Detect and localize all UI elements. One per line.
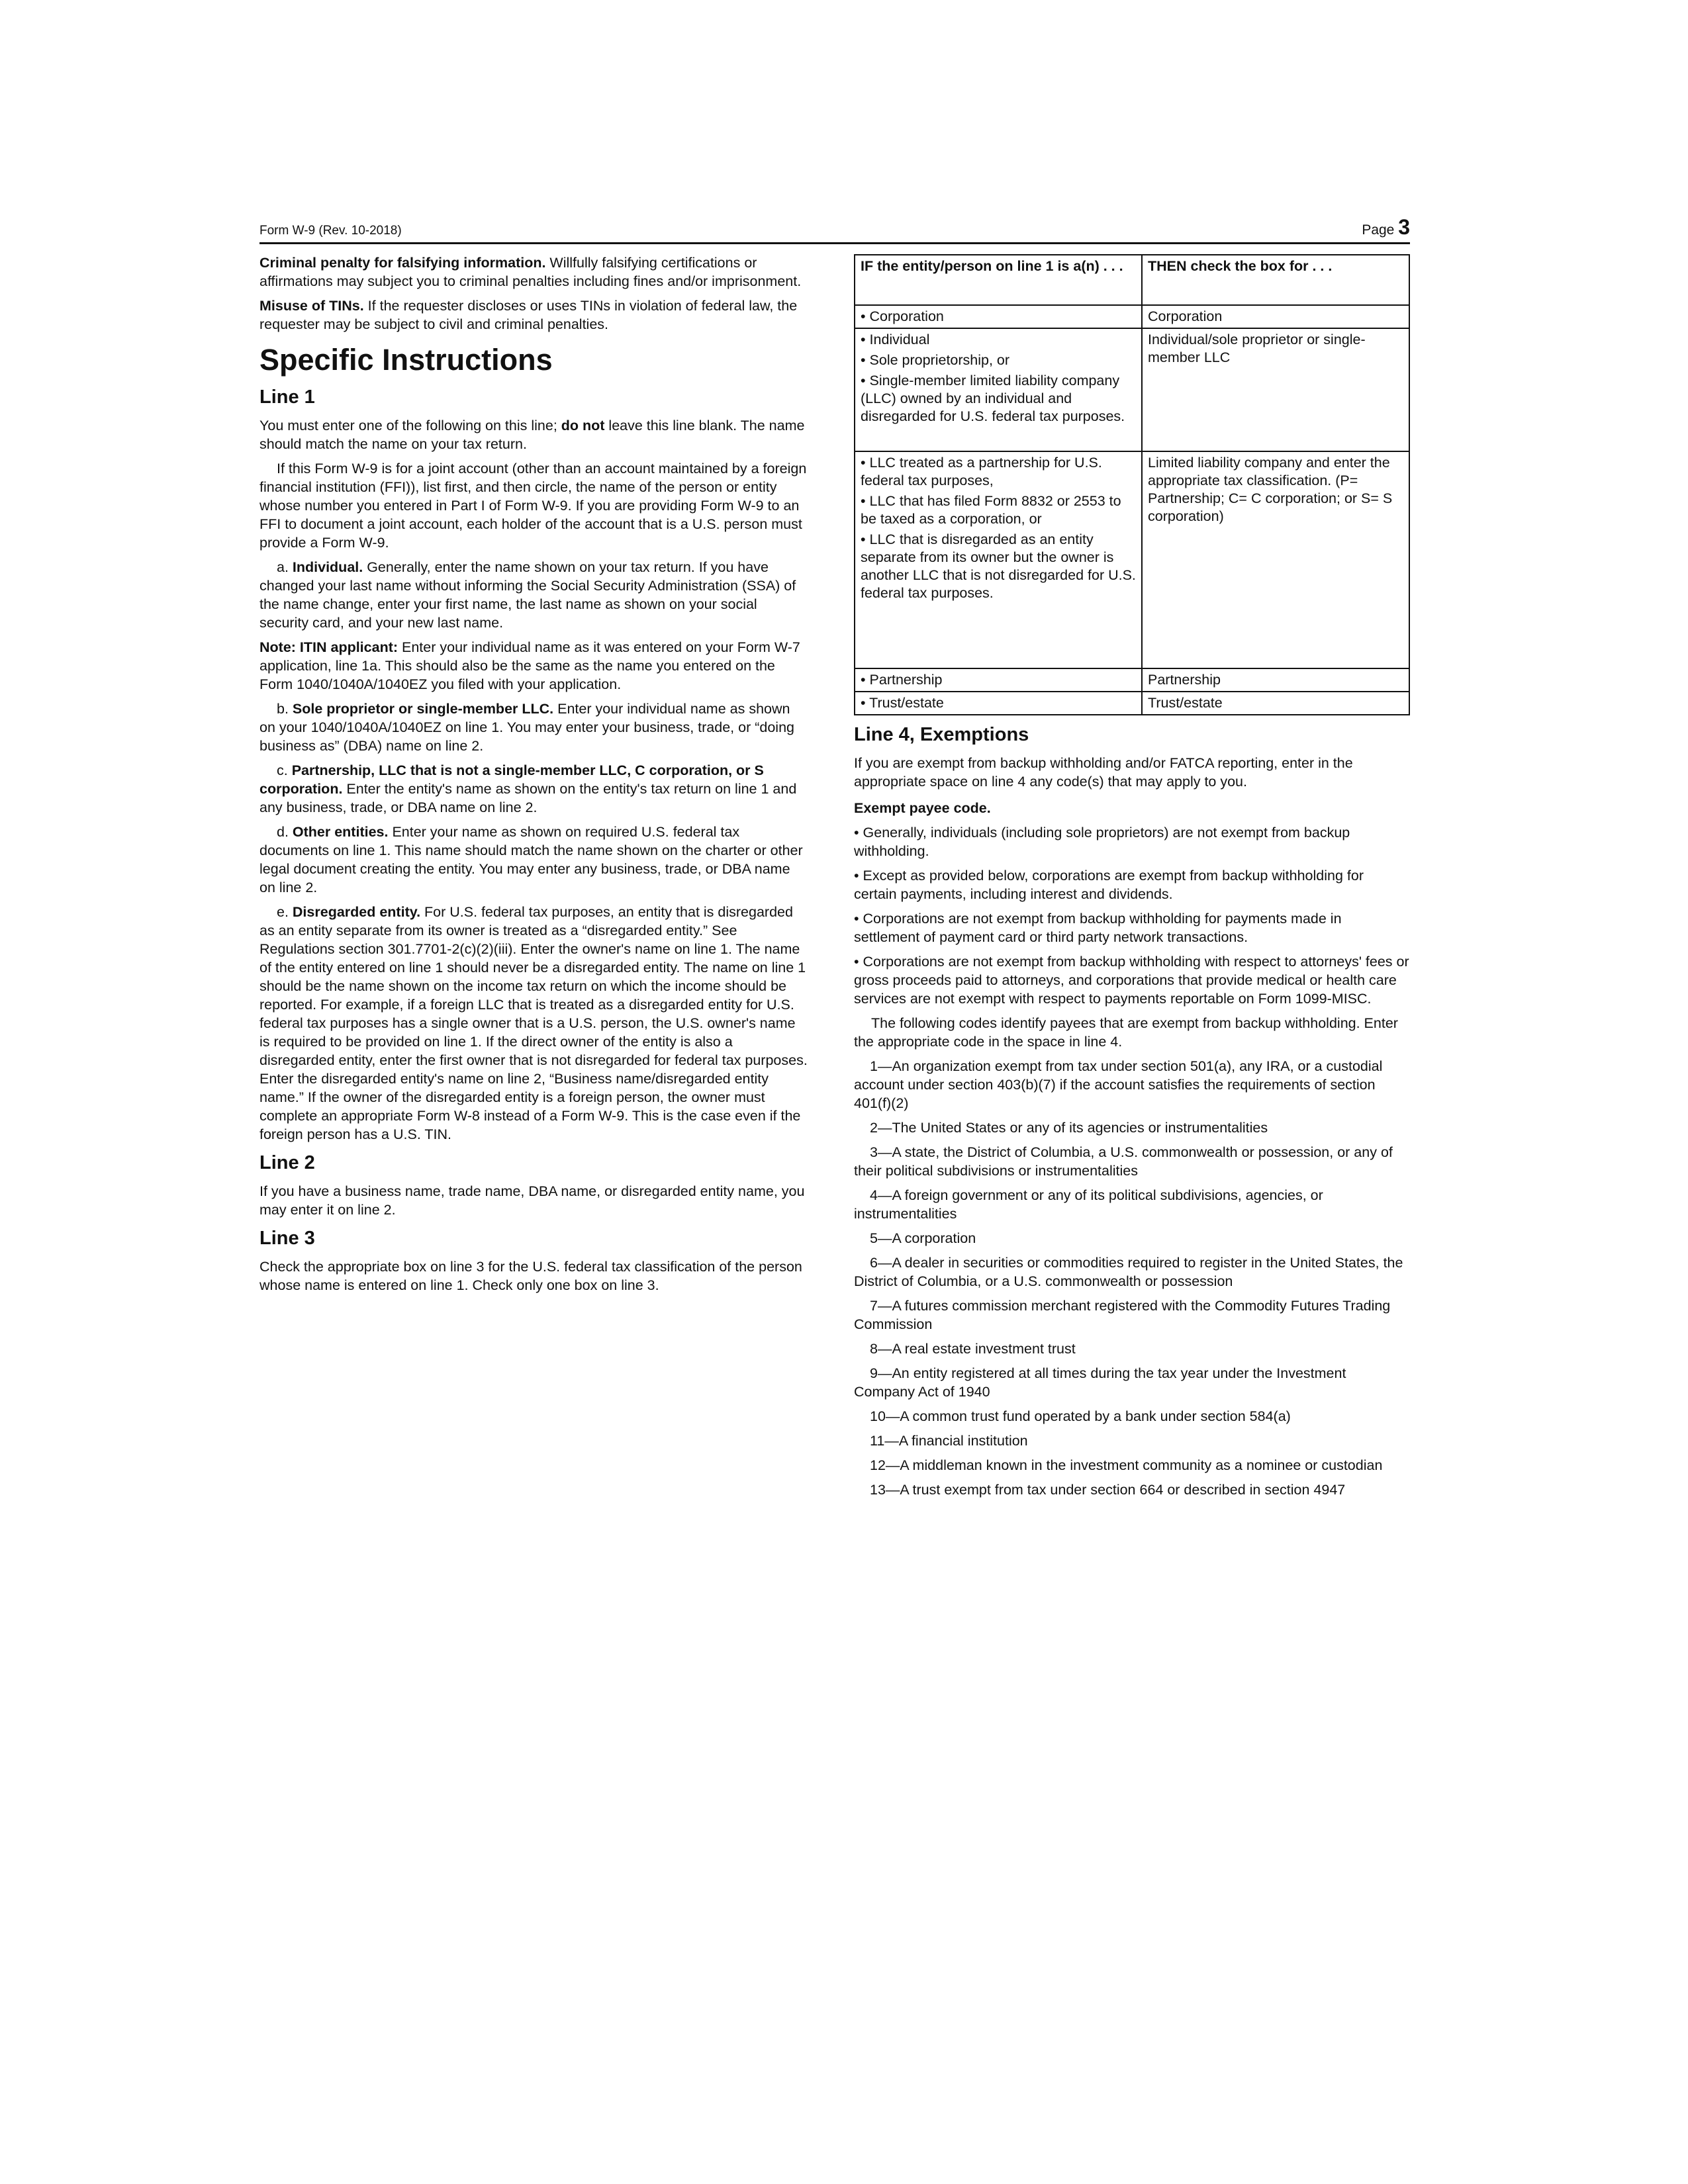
criminal-penalty-text: Willfully falsifying certifications or affirmations may subject you to criminal penalties including fines and/or imprisonment. [259, 255, 802, 289]
exempt-code-item: 2—The United States or any of its agencies or instrumentalities [870, 1120, 1268, 1136]
table-cell-if [855, 305, 1142, 328]
line1-intro [259, 416, 809, 453]
bullet-item: • LLC that is disregarded as an entity separate from its owner but the owner is another LLC that is not disregarded for U.S. federal tax purposes. [861, 531, 1136, 602]
misuse-title: Misuse of TINs. [259, 298, 364, 314]
item-c-prefix: c. [277, 762, 292, 778]
exempt-code-item: 4—A foreign government or any of its political subdivisions, agencies, or instrumentalities [854, 1187, 1323, 1222]
bullet-item: • LLC treated as a partnership for U.S. federal tax purposes, [861, 454, 1136, 490]
sole-proprietor-title: Sole proprietor or single-member LLC. [292, 701, 554, 717]
other-entities-title: Other entities. [292, 824, 389, 840]
exempt-code-item: 6—A dealer in securities or commodities required to register in the United States, the District of Columbia, or a U.S. commonwealth or possession [854, 1255, 1403, 1289]
line2-heading: Line 2 [259, 1152, 315, 1173]
exempt-bullet: • Corporations are not exempt from backup withholding for payments made in settlement of payment card or third party network transactions. [854, 909, 1410, 946]
item-a-prefix: a. [277, 559, 293, 575]
line3-text: Check the appropriate box on line 3 for the U.S. federal tax classification of the person whose name is entered on line 1. Check only one box on line 3. [259, 1259, 802, 1293]
exempt-code-item: 7—A futures commission merchant registered with the Commodity Futures Trading Commission [854, 1298, 1391, 1332]
bullet-item: • Corporation [861, 308, 944, 324]
table-cell-then: Individual/sole proprietor or single-member LLC [1142, 328, 1409, 451]
table-header-if: IF the entity/person on line 1 is a(n) . . . [855, 255, 1142, 305]
individual-title: Individual. [292, 559, 363, 575]
exempt-code-item: 8—A real estate investment trust [870, 1341, 1076, 1357]
specific-instructions-heading: Specific Instructions [259, 343, 553, 377]
bullet-item: • Trust/estate [861, 695, 944, 711]
misuse-text: If the requester discloses or uses TINs in violation of federal law, the requester may be subject to civil and criminal penalties. [259, 298, 798, 332]
bullet-item: • LLC that has filed Form 8832 or 2553 to be taxed as a corporation, or [861, 492, 1136, 528]
table-row [855, 451, 1409, 668]
table-cell-if [855, 451, 1142, 668]
codes-intro: The following codes identify payees that are exempt from backup withholding. Enter the appropriate code in the space in line 4. [854, 1015, 1398, 1050]
bullet-item: • Single-member limited liability company (LLC) owned by an individual and disregarded for U.S. federal tax purposes. [861, 372, 1136, 426]
individual-text: Generally, enter the name shown on your tax return. If you have changed your last name without informing the Social Security Administration (SSA) of the name change, enter your first name, the last name as shown on your social security card, and your new last name. [259, 559, 796, 631]
other-entities-text: Enter your name as shown on required U.S. federal tax documents on line 1. This name should match the name shown on the charter or other legal document creating the entity. You may enter any business, trade, or DBA name on line 2. [259, 824, 803, 895]
item-b-prefix: b. [277, 701, 293, 717]
table-header-then: THEN check the box for . . . [1142, 255, 1409, 305]
page-number: 3 [1398, 215, 1410, 239]
table-row [855, 305, 1409, 328]
line1-intro-a: You must enter one of the following on this line; [259, 418, 561, 433]
line2-text: If you have a business name, trade name, DBA name, or disregarded entity name, you may enter it on line 2. [259, 1183, 805, 1218]
line1-joint-account: If this Form W-9 is for a joint account (other than an account maintained by a foreign financial institution (FFI)), list first, and then circle, the name of the person or entity whose number you entered in Part I of Form W-9. If you are providing Form W-9 to an FFI to document a joint account, each holder of the account that is a U.S. person must provide a Form W-9. [259, 461, 807, 551]
line3-heading: Line 3 [259, 1228, 315, 1249]
misuse-paragraph [259, 296, 809, 334]
table-cell-if [855, 692, 1142, 715]
table-row [855, 328, 1409, 451]
table-cell-then: Corporation [1142, 305, 1409, 328]
sole-proprietor-paragraph [259, 700, 809, 755]
page-label-text: Page [1362, 222, 1395, 238]
bullet-item: • Partnership [861, 672, 942, 688]
tax-classification-table [854, 254, 1410, 715]
sole-proprietor-text: Enter your individual name as shown on your 1040/1040A/1040EZ on line 1. You may enter your business, trade, or “doing business as” (DBA) name on line 2. [259, 701, 794, 754]
right-column [854, 254, 1410, 1505]
exempt-bullet: • Except as provided below, corporations are exempt from backup withholding for certain payments, including interest and dividends. [854, 866, 1410, 903]
table-cell-then: Trust/estate [1142, 692, 1409, 715]
table-cell-if [855, 328, 1142, 451]
exempt-code-item: 12—A middleman known in the investment community as a nominee or custodian [870, 1457, 1383, 1473]
left-column [259, 253, 809, 1300]
partnership-paragraph [259, 761, 809, 817]
bullet-item: • Sole proprietorship, or [861, 351, 1136, 369]
line1-intro-b: leave this line blank. The name should match the name on your tax return. [259, 418, 805, 452]
table-header-row [855, 255, 1409, 305]
exempt-payee-code-heading: Exempt payee code. [854, 800, 991, 816]
disregarded-entity-text: For U.S. federal tax purposes, an entity that is disregarded as an entity separate from its owner is treated as a “disregarded entity.” See Regulations section 301.7701-2(c)(2)(iii). Enter the owner's name on line 1. The name of the entity entered on line 1 should never be a disregarded entity. The name on line 1 should be the name shown on the income tax return on which the income should be reported. For example, if a foreign LLC that is treated as a disregarded entity for U.S. federal tax purposes has a single owner that is a U.S. person, the U.S. owner's name is required to be provided on line 1. If the direct owner of the entity is also a disregarded entity, enter the first owner that is not disregarded for federal tax purposes. Enter the disregarded entity's name on line 2, “Business name/disregarded entity name.” If the owner of the disregarded entity is a foreign person, the owner must complete an appropriate Form W-8 instead of a Form W-9. This is the case even if the foreign person has a U.S. TIN. [259, 904, 808, 1142]
disregarded-entity-title: Disregarded entity. [292, 904, 421, 920]
exempt-code-item: 3—A state, the District of Columbia, a U.S. commonwealth or possession, or any of their political subdivisions or instrumentalities [854, 1144, 1393, 1179]
itin-note-title: Note: ITIN applicant: [259, 639, 399, 655]
criminal-penalty-paragraph [259, 253, 809, 291]
exempt-code-item: 9—An entity registered at all times during the tax year under the Investment Company Act of 1940 [854, 1365, 1346, 1400]
exempt-bullet: • Corporations are not exempt from backup withholding with respect to attorneys' fees or gross proceeds paid to attorneys, and corporations that provide medical or health care services are not exempt with respect to payments reportable on Form 1099-MISC. [854, 952, 1410, 1008]
table-cell-if [855, 668, 1142, 692]
exempt-code-item: 10—A common trust fund operated by a bank under section 584(a) [870, 1408, 1291, 1424]
disregarded-entity-paragraph [259, 903, 809, 1144]
line1-heading: Line 1 [259, 387, 315, 408]
table-row [855, 668, 1409, 692]
itin-note-text: Enter your individual name as it was entered on your Form W-7 application, line 1a. This should also be the same as the name you entered on the Form 1040/1040A/1040EZ you filed with your application. [259, 639, 800, 692]
form-id: Form W-9 (Rev. 10-2018) [259, 224, 402, 238]
item-d-prefix: d. [277, 824, 293, 840]
other-entities-paragraph [259, 823, 809, 897]
exempt-code-item: 13—A trust exempt from tax under section 664 or described in section 4947 [870, 1482, 1346, 1498]
table-cell-then: Partnership [1142, 668, 1409, 692]
line4-heading: Line 4, Exemptions [854, 724, 1029, 745]
table-cell-then: Limited liability company and enter the appropriate tax classification. (P= Partnership; C= C corporation; or S= S corporation) [1142, 451, 1409, 668]
individual-paragraph [259, 558, 809, 632]
exempt-code-item: 5—A corporation [870, 1230, 976, 1246]
bullet-item: • Individual [861, 331, 1136, 349]
exempt-code-item: 1—An organization exempt from tax under section 501(a), any IRA, or a custodial account under section 403(b)(7) if the account satisfies the requirements of section 401(f)(2) [854, 1058, 1383, 1111]
table-row [855, 692, 1409, 715]
itin-note [259, 638, 809, 694]
line1-intro-bold: do not [561, 418, 605, 433]
line4-text: If you are exempt from backup withholding and/or FATCA reporting, enter in the appropriate space on line 4 any code(s) that may apply to you. [854, 755, 1353, 790]
partnership-title: Partnership, LLC that is not a single-member LLC, C corporation, or S corporation. [259, 762, 764, 797]
page-header [259, 216, 1410, 244]
partnership-text: Enter the entity's name as shown on the entity's tax return on line 1 and any business, trade, or DBA name on line 2. [259, 781, 797, 815]
exempt-bullet: • Generally, individuals (including sole proprietors) are not exempt from backup withholding. [854, 823, 1410, 860]
page-label [1362, 215, 1410, 240]
item-e-prefix: e. [277, 904, 293, 920]
criminal-penalty-title: Criminal penalty for falsifying information. [259, 255, 546, 271]
exempt-code-item: 11—A financial institution [870, 1433, 1028, 1449]
